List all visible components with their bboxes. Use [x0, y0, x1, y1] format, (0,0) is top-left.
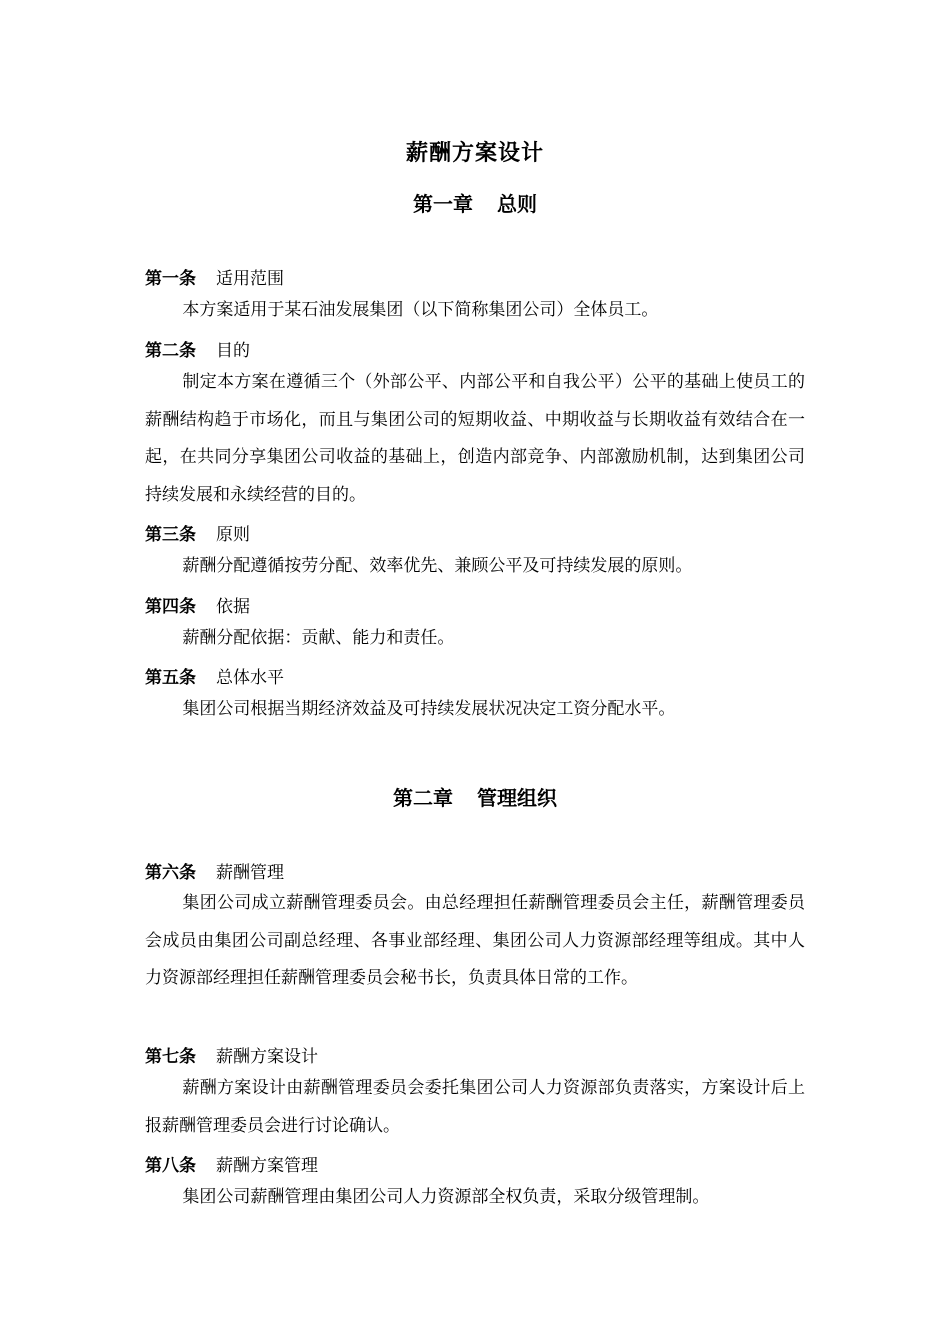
article-number: 第二条 [145, 341, 196, 361]
article-title: 总体水平 [216, 668, 284, 688]
article-title: 适用范围 [216, 269, 284, 289]
article-body: 制定本方案在遵循三个（外部公平、内部公平和自我公平）公平的基础上使员工的薪酬结构趋于市场化，而且与集团公司的短期收益、中期收益与长期收益有效结合在一起，在共同分享集团公司收益的基础上，创造内部竞争、内部激励机制，达到集团公司持续发展和永续经营的目的。 [145, 372, 805, 505]
article-title: 薪酬方案设计 [216, 1047, 318, 1067]
article-number: 第八条 [145, 1156, 196, 1176]
article-number: 第七条 [145, 1047, 196, 1067]
article-body: 本方案适用于某石油发展集团（以下简称集团公司）全体员工。 [182, 300, 659, 320]
article-title: 依据 [216, 597, 250, 617]
article-number: 第五条 [145, 668, 196, 688]
article-body: 集团公司成立薪酬管理委员会。由总经理担任薪酬管理委员会主任，薪酬管理委员会成员由集团公司副总经理、各事业部经理、集团公司人力资源部经理等组成。其中人力资源部经理担任薪酬管理委员会秘书长，负责具体日常的工作。 [145, 893, 805, 988]
chapter-number: 第一章 [413, 192, 473, 216]
article-body: 集团公司薪酬管理由集团公司人力资源部全权负责，采取分级管理制。 [182, 1187, 710, 1207]
article-title: 薪酬管理 [216, 863, 284, 883]
article-body: 薪酬分配遵循按劳分配、效率优先、兼顾公平及可持续发展的原则。 [182, 556, 693, 576]
article-body: 薪酬分配依据：贡献、能力和责任。 [182, 628, 455, 648]
article-heading [145, 663, 284, 688]
article-heading [145, 520, 250, 545]
article-body: 集团公司根据当期经济效益及可持续发展状况决定工资分配水平。 [182, 699, 676, 719]
chapter-name: 总则 [497, 192, 537, 216]
article-number: 第四条 [145, 597, 196, 617]
article-title: 原则 [216, 525, 250, 545]
article-heading [145, 336, 250, 361]
chapter-title [0, 188, 950, 217]
article-heading [145, 1151, 318, 1176]
article-number: 第一条 [145, 269, 196, 289]
article-heading [145, 858, 284, 883]
article-title: 薪酬方案管理 [216, 1156, 318, 1176]
article-heading [145, 1042, 318, 1067]
article-title: 目的 [216, 341, 250, 361]
chapter-number: 第二章 [393, 786, 453, 810]
article-number: 第六条 [145, 863, 196, 883]
article-number: 第三条 [145, 525, 196, 545]
article-heading [145, 264, 284, 289]
article-heading [145, 592, 250, 617]
chapter-title [0, 782, 950, 811]
document-title: 薪酬方案设计 [405, 140, 544, 166]
article-body: 薪酬方案设计由薪酬管理委员会委托集团公司人力资源部负责落实，方案设计后上报薪酬管理委员会进行讨论确认。 [145, 1078, 805, 1136]
chapter-name: 管理组织 [477, 786, 557, 810]
